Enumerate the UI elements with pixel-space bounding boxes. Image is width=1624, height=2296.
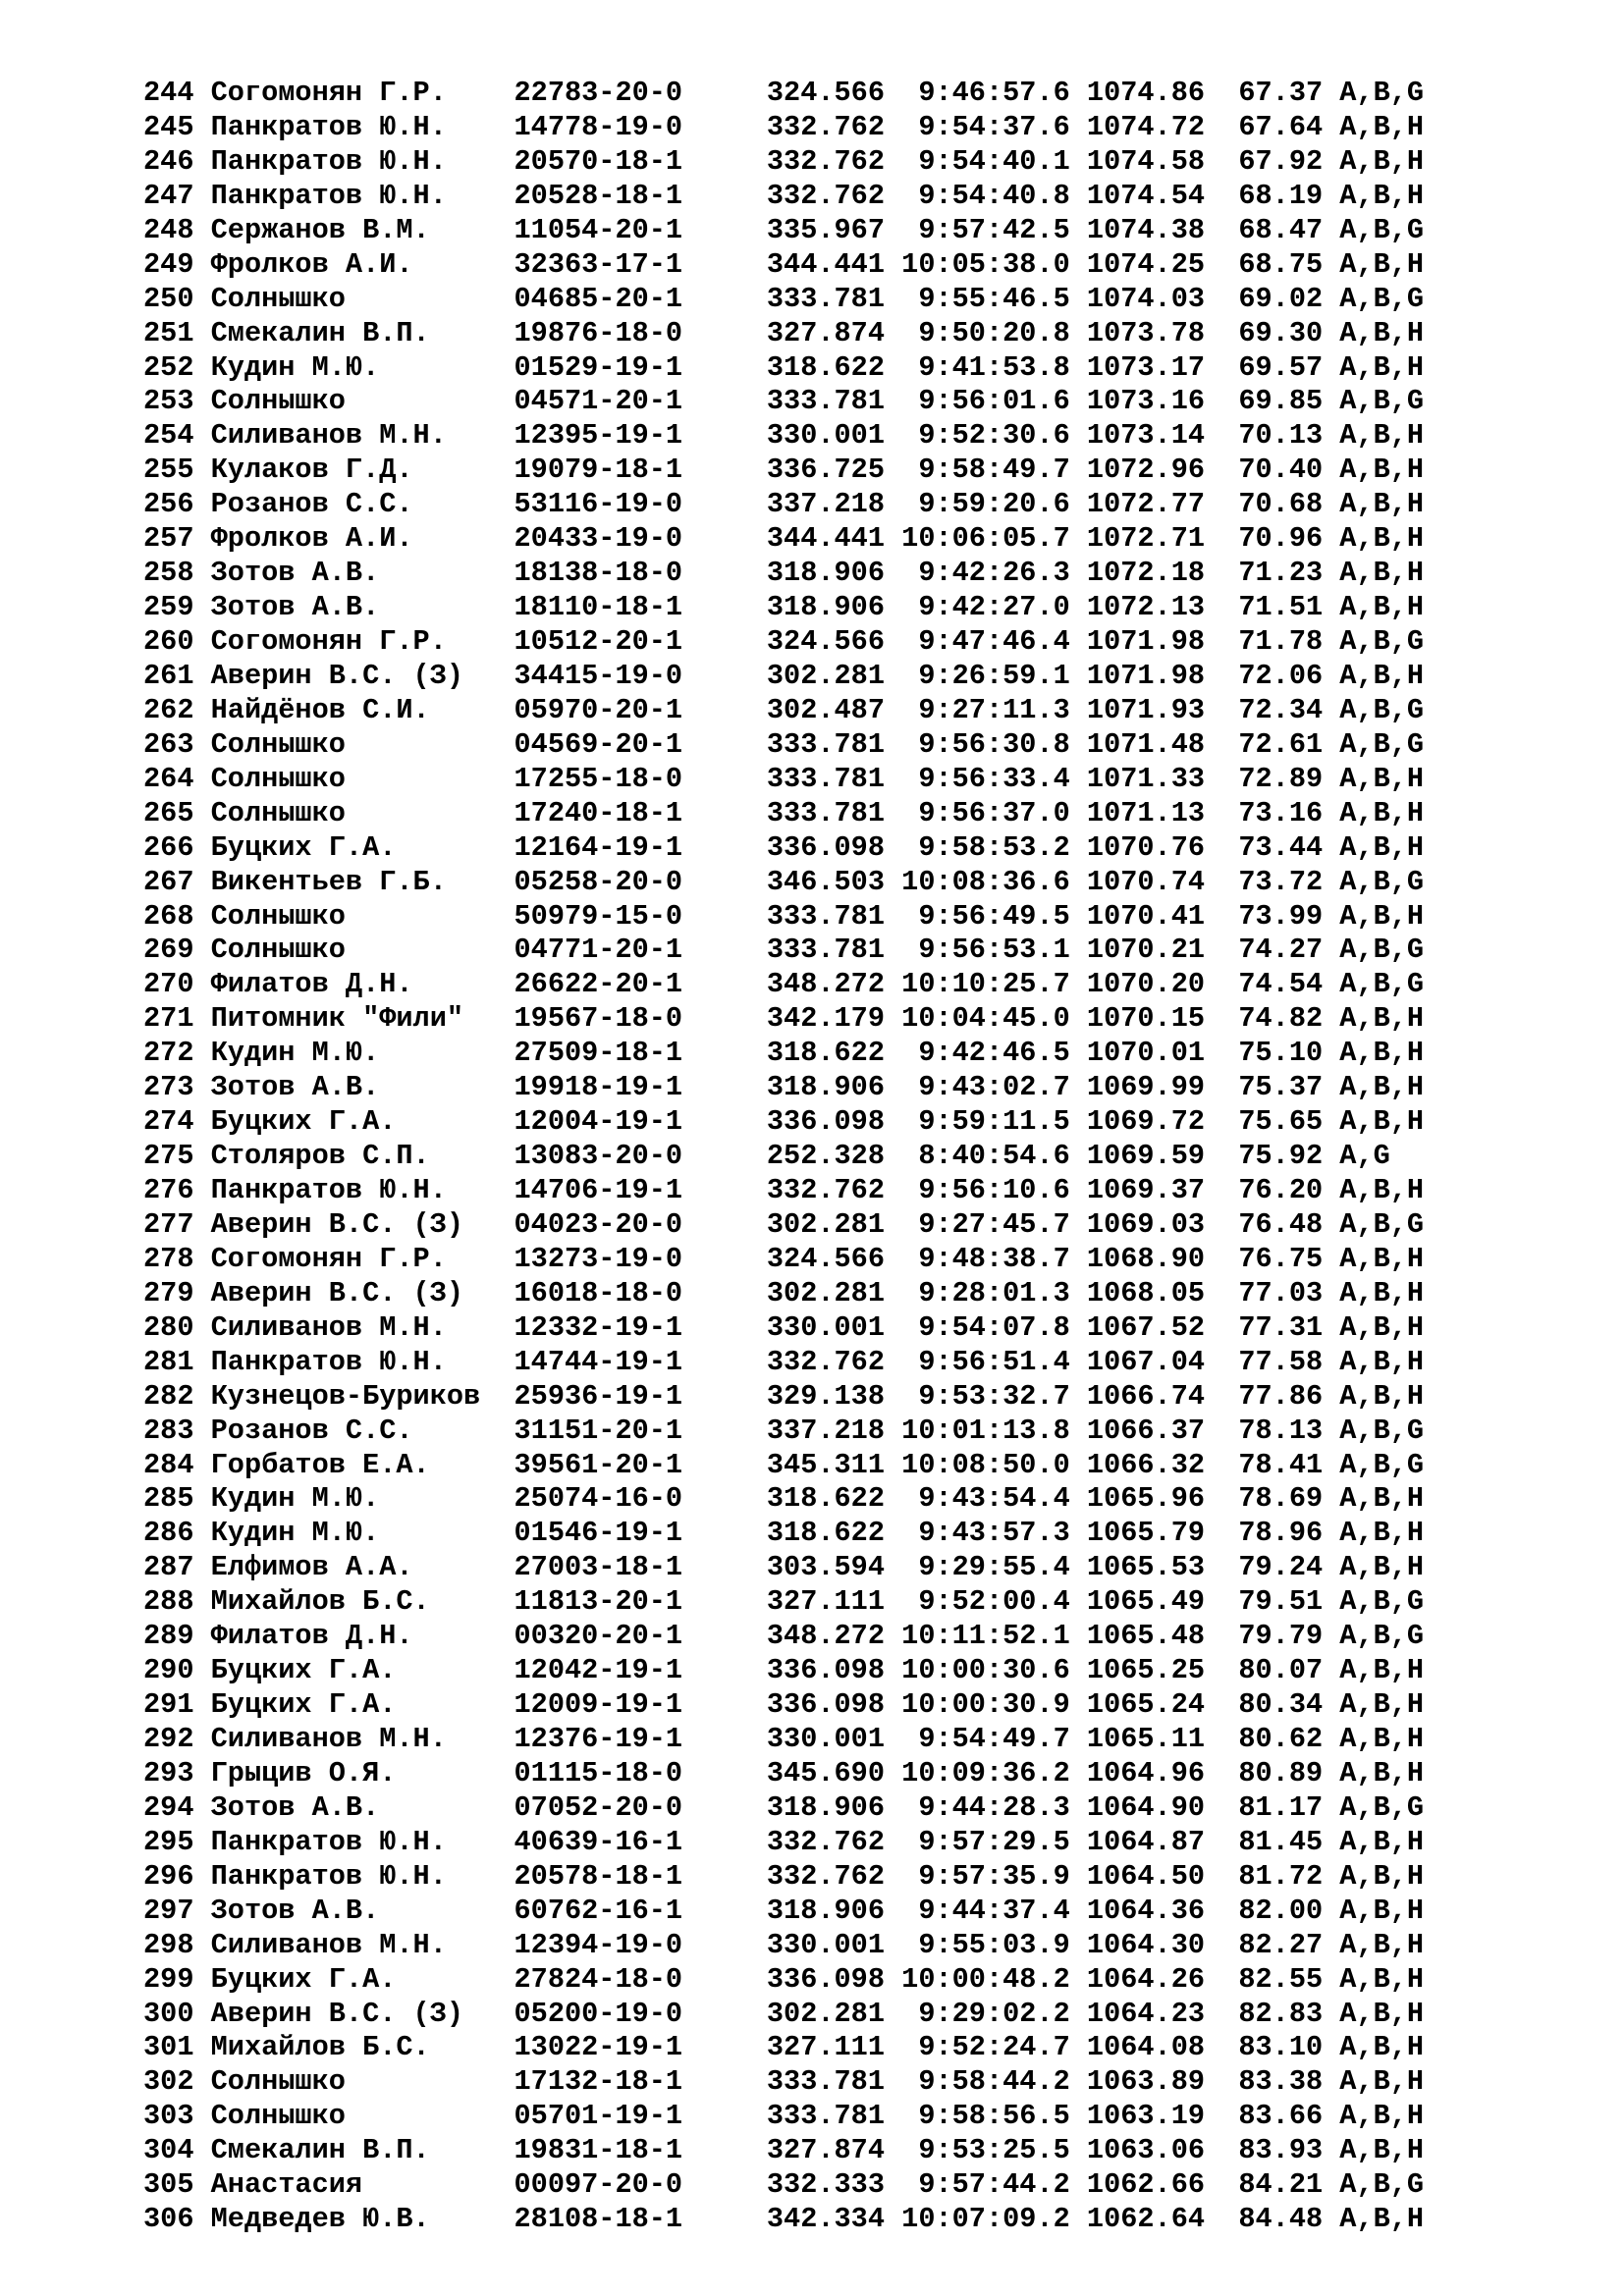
result-row: 265 Солнышко 17240-18-1 333.781 9:56:37.0 1071.13 73.16 A,B,H bbox=[143, 796, 1425, 829]
result-row: 287 Елфимов А.А. 27003-18-1 303.594 9:29:55.4 1065.53 79.24 A,B,H bbox=[143, 1551, 1425, 1584]
result-row: 279 Аверин В.С. (З) 16018-18-0 302.281 9:28:01.3 1068.05 77.03 A,B,H bbox=[143, 1276, 1425, 1309]
result-row: 291 Буцких Г.А. 12009-19-1 336.098 10:00:30.9 1065.24 80.34 A,B,H bbox=[143, 1688, 1425, 1722]
result-row: 261 Аверин В.С. (З) 34415-19-0 302.281 9:26:59.1 1071.98 72.06 A,B,H bbox=[143, 659, 1425, 692]
result-row: 286 Кудин М.Ю. 01546-19-1 318.622 9:43:57.3 1065.79 78.96 A,B,H bbox=[143, 1517, 1425, 1550]
result-row: 294 Зотов А.В. 07052-20-0 318.906 9:44:28.3 1064.90 81.17 A,B,G bbox=[143, 1790, 1425, 1824]
result-row: 306 Медведев Ю.В. 28108-18-1 342.334 10:07:09.2 1062.64 84.48 A,B,H bbox=[143, 2203, 1425, 2236]
result-row: 275 Столяров С.П. 13083-20-0 252.328 8:40:54.6 1069.59 75.92 A,G bbox=[143, 1140, 1390, 1173]
result-row: 283 Розанов С.С. 31151-20-1 337.218 10:01:13.8 1066.37 78.13 A,B,G bbox=[143, 1414, 1425, 1447]
result-row: 245 Панкратов Ю.Н. 14778-19-0 332.762 9:54:37.6 1074.72 67.64 A,B,H bbox=[143, 110, 1425, 143]
result-row: 258 Зотов А.В. 18138-18-0 318.906 9:42:26.3 1072.18 71.23 A,B,H bbox=[143, 557, 1425, 590]
result-row: 247 Панкратов Ю.Н. 20528-18-1 332.762 9:54:40.8 1074.54 68.19 A,B,H bbox=[143, 179, 1425, 212]
result-row: 262 Найдёнов С.И. 05970-20-1 302.487 9:27:11.3 1071.93 72.34 A,B,G bbox=[143, 693, 1425, 726]
result-row: 249 Фролков А.И. 32363-17-1 344.441 10:05:38.0 1074.25 68.75 A,B,H bbox=[143, 247, 1425, 281]
result-row: 274 Буцких Г.А. 12004-19-1 336.098 9:59:11.5 1069.72 75.65 A,B,H bbox=[143, 1105, 1425, 1139]
result-row: 252 Кудин М.Ю. 01529-19-1 318.622 9:41:53.8 1073.17 69.57 A,B,H bbox=[143, 350, 1425, 384]
result-row: 255 Кулаков Г.Д. 19079-18-1 336.725 9:58:49.7 1072.96 70.40 A,B,H bbox=[143, 454, 1425, 487]
result-row: 282 Кузнецов-Буриков 25936-19-1 329.138 9:53:32.7 1066.74 77.86 A,B,H bbox=[143, 1379, 1425, 1413]
result-row: 293 Грыцив О.Я. 01115-18-0 345.690 10:09:36.2 1064.96 80.89 A,B,H bbox=[143, 1756, 1425, 1789]
result-row: 259 Зотов А.В. 18110-18-1 318.906 9:42:27.0 1072.13 71.51 A,B,H bbox=[143, 591, 1425, 624]
result-row: 253 Солнышко 04571-20-1 333.781 9:56:01.6 1073.16 69.85 A,B,G bbox=[143, 385, 1425, 418]
result-row: 273 Зотов А.В. 19918-19-1 318.906 9:43:02.7 1069.99 75.37 A,B,H bbox=[143, 1071, 1425, 1104]
result-row: 272 Кудин М.Ю. 27509-18-1 318.622 9:42:46.5 1070.01 75.10 A,B,H bbox=[143, 1037, 1425, 1070]
result-row: 244 Согомонян Г.Р. 22783-20-0 324.566 9:46:57.6 1074.86 67.37 A,B,G bbox=[143, 77, 1425, 109]
result-row: 257 Фролков А.И. 20433-19-0 344.441 10:06:05.7 1072.71 70.96 A,B,H bbox=[143, 522, 1425, 556]
result-row: 267 Викентьев Г.Б. 05258-20-0 346.503 10:08:36.6 1070.74 73.72 A,B,G bbox=[143, 865, 1425, 898]
result-row: 281 Панкратов Ю.Н. 14744-19-1 332.762 9:56:51.4 1067.04 77.58 A,B,H bbox=[143, 1345, 1425, 1378]
results-table bbox=[143, 77, 1577, 2237]
result-row: 246 Панкратов Ю.Н. 20570-18-1 332.762 9:54:40.1 1074.58 67.92 A,B,H bbox=[143, 144, 1425, 178]
result-row: 305 Анастасия 00097-20-0 332.333 9:57:44.2 1062.66 84.21 A,B,G bbox=[143, 2168, 1425, 2202]
result-row: 299 Буцких Г.А. 27824-18-0 336.098 10:00:48.2 1064.26 82.55 A,B,H bbox=[143, 1962, 1425, 1996]
result-row: 260 Согомонян Г.Р. 10512-20-1 324.566 9:47:46.4 1071.98 71.78 A,B,G bbox=[143, 625, 1425, 658]
result-row: 280 Силиванов М.Н. 12332-19-1 330.001 9:54:07.8 1067.52 77.31 A,B,H bbox=[143, 1310, 1425, 1344]
result-row: 290 Буцких Г.А. 12042-19-1 336.098 10:00:30.6 1065.25 80.07 A,B,H bbox=[143, 1654, 1425, 1687]
result-row: 295 Панкратов Ю.Н. 40639-16-1 332.762 9:57:29.5 1064.87 81.45 A,B,H bbox=[143, 1825, 1425, 1858]
result-row: 300 Аверин В.С. (З) 05200-19-0 302.281 9:29:02.2 1064.23 82.83 A,B,H bbox=[143, 1997, 1425, 2030]
result-row: 292 Силиванов М.Н. 12376-19-1 330.001 9:54:49.7 1065.11 80.62 A,B,H bbox=[143, 1723, 1425, 1755]
result-row: 276 Панкратов Ю.Н. 14706-19-1 332.762 9:56:10.6 1069.37 76.20 A,B,H bbox=[143, 1174, 1425, 1206]
result-row: 297 Зотов А.В. 60762-16-1 318.906 9:44:37.4 1064.36 82.00 A,B,H bbox=[143, 1894, 1425, 1927]
result-row: 302 Солнышко 17132-18-1 333.781 9:58:44.2 1063.89 83.38 A,B,H bbox=[143, 2065, 1425, 2099]
result-row: 285 Кудин М.Ю. 25074-16-0 318.622 9:43:54.4 1065.96 78.69 A,B,H bbox=[143, 1482, 1425, 1516]
result-row: 301 Михайлов Б.С. 13022-19-1 327.111 9:52:24.7 1064.08 83.10 A,B,H bbox=[143, 2031, 1425, 2064]
result-row: 303 Солнышко 05701-19-1 333.781 9:58:56.5 1063.19 83.66 A,B,H bbox=[143, 2100, 1425, 2133]
result-row: 288 Михайлов Б.С. 11813-20-1 327.111 9:52:00.4 1065.49 79.51 A,B,G bbox=[143, 1585, 1425, 1619]
result-row: 264 Солнышко 17255-18-0 333.781 9:56:33.4 1071.33 72.89 A,B,H bbox=[143, 762, 1425, 795]
result-row: 271 Питомник "Фили" 19567-18-0 342.179 10:04:45.0 1070.15 74.82 A,B,H bbox=[143, 1002, 1425, 1036]
result-row: 268 Солнышко 50979-15-0 333.781 9:56:49.5 1070.41 73.99 A,B,H bbox=[143, 899, 1425, 933]
result-row: 277 Аверин В.С. (З) 04023-20-0 302.281 9:27:45.7 1069.03 76.48 A,B,G bbox=[143, 1207, 1425, 1241]
result-row: 304 Смекалин В.П. 19831-18-1 327.874 9:53:25.5 1063.06 83.93 A,B,H bbox=[143, 2134, 1425, 2167]
result-row: 254 Силиванов М.Н. 12395-19-1 330.001 9:52:30.6 1073.14 70.13 A,B,H bbox=[143, 419, 1425, 453]
result-row: 284 Горбатов Е.А. 39561-20-1 345.311 10:08:50.0 1066.32 78.41 A,B,G bbox=[143, 1448, 1425, 1481]
result-row: 269 Солнышко 04771-20-1 333.781 9:56:53.1 1070.21 74.27 A,B,G bbox=[143, 934, 1425, 967]
result-row: 270 Филатов Д.Н. 26622-20-1 348.272 10:10:25.7 1070.20 74.54 A,B,G bbox=[143, 968, 1425, 1001]
result-row: 278 Согомонян Г.Р. 13273-19-0 324.566 9:48:38.7 1068.90 76.75 A,B,H bbox=[143, 1242, 1425, 1275]
result-row: 248 Сержанов В.М. 11054-20-1 335.967 9:57:42.5 1074.38 68.47 A,B,G bbox=[143, 213, 1425, 246]
result-row: 289 Филатов Д.Н. 00320-20-1 348.272 10:11:52.1 1065.48 79.79 A,B,G bbox=[143, 1620, 1425, 1653]
result-row: 266 Буцких Г.А. 12164-19-1 336.098 9:58:53.2 1070.76 73.44 A,B,H bbox=[143, 830, 1425, 864]
result-row: 250 Солнышко 04685-20-1 333.781 9:55:46.5 1074.03 69.02 A,B,G bbox=[143, 282, 1425, 315]
result-row: 263 Солнышко 04569-20-1 333.781 9:56:30.8 1071.48 72.61 A,B,G bbox=[143, 727, 1425, 761]
result-row: 296 Панкратов Ю.Н. 20578-18-1 332.762 9:57:35.9 1064.50 81.72 A,B,H bbox=[143, 1859, 1425, 1893]
result-row: 298 Силиванов М.Н. 12394-19-0 330.001 9:55:03.9 1064.30 82.27 A,B,H bbox=[143, 1928, 1425, 1961]
result-row: 251 Смекалин В.П. 19876-18-0 327.874 9:50:20.8 1073.78 69.30 A,B,H bbox=[143, 316, 1425, 349]
result-row: 256 Розанов С.С. 53116-19-0 337.218 9:59:20.6 1072.77 70.68 A,B,H bbox=[143, 488, 1425, 521]
